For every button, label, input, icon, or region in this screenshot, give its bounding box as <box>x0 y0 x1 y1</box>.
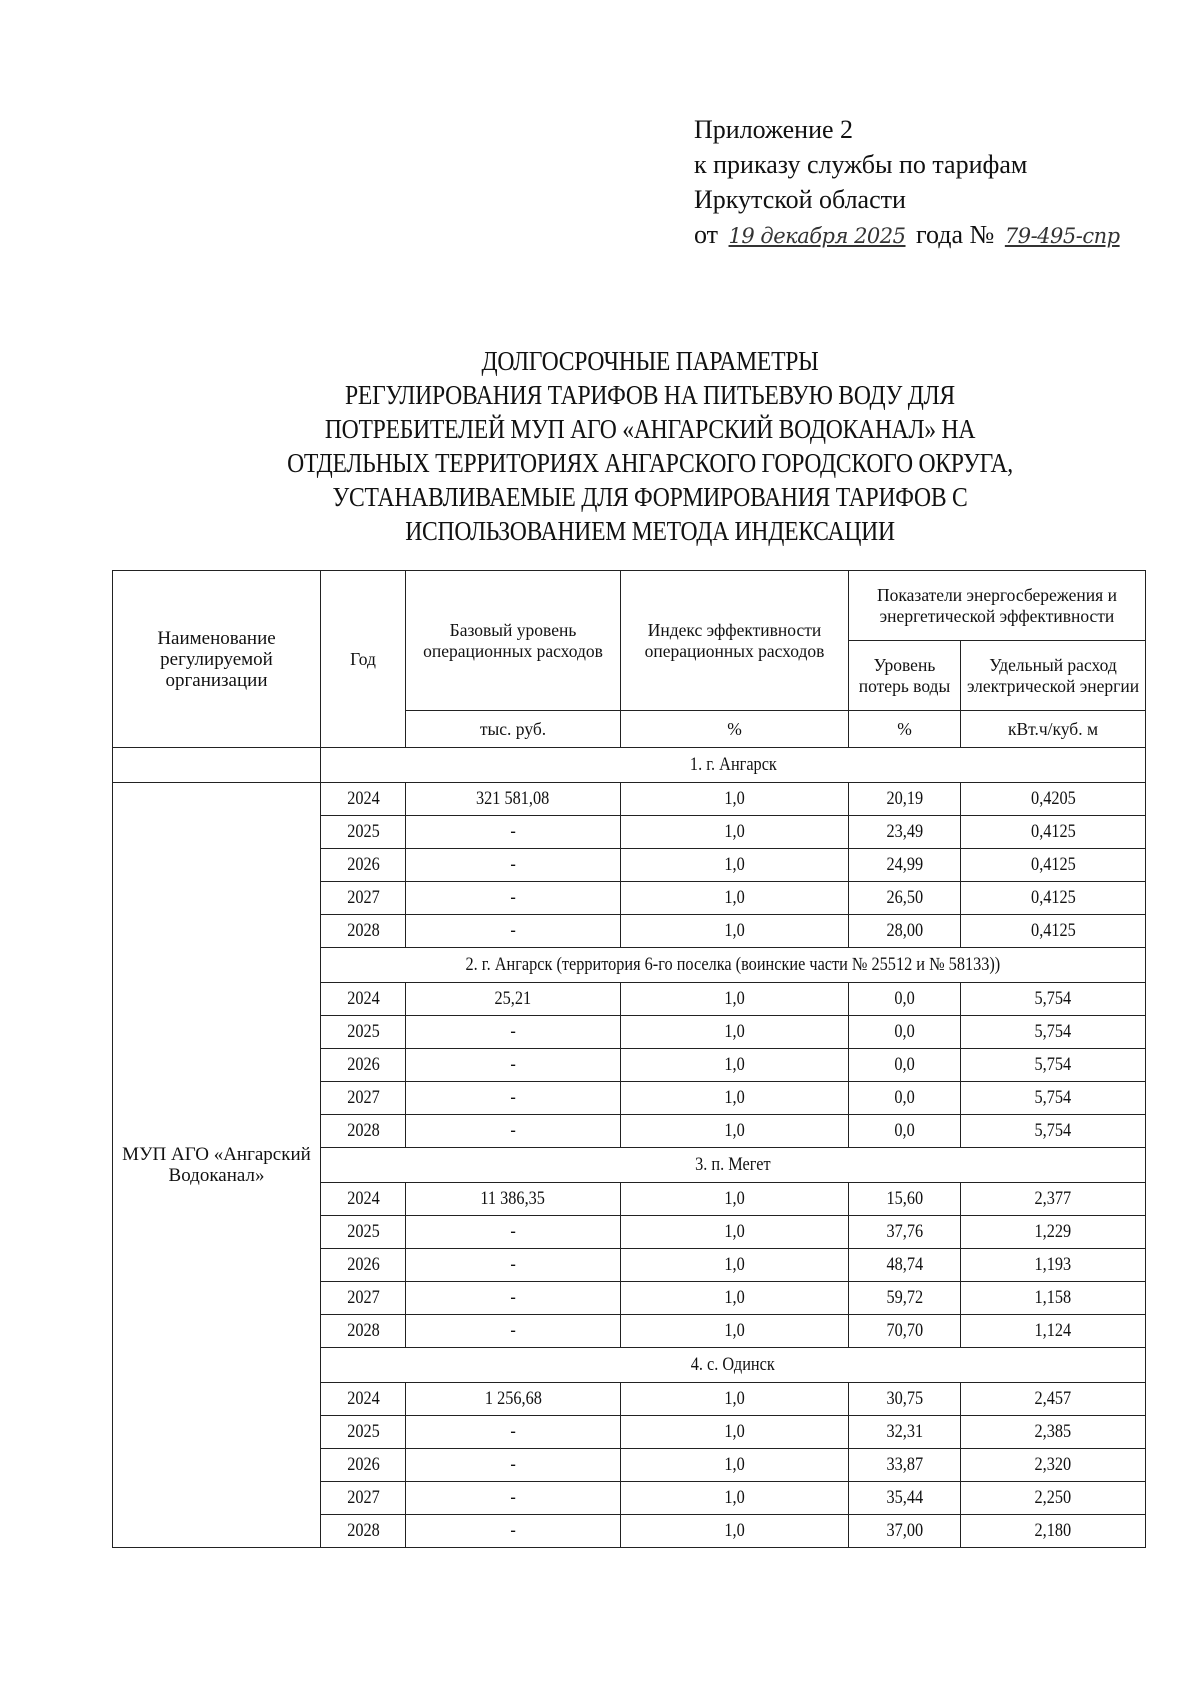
cell-index: 1,0 <box>621 1049 849 1082</box>
section-row-1 <box>113 748 1146 783</box>
cell-loss: 0,0 <box>849 1016 961 1049</box>
cell-loss: 30,75 <box>849 1383 961 1416</box>
cell-loss: 48,74 <box>849 1249 961 1282</box>
document-title <box>220 344 1080 548</box>
date-prefix: от <box>694 220 719 249</box>
header-org: Наименование регулируемой организации <box>113 571 321 748</box>
cell-index: 1,0 <box>621 1482 849 1515</box>
section-title: 1. г. Ангарск <box>321 748 1146 783</box>
cell-index: 1,0 <box>621 882 849 915</box>
unit-base: тыс. руб. <box>406 711 621 748</box>
appendix-line-4 <box>694 217 1124 254</box>
appendix-line-1: Приложение 2 <box>694 115 854 144</box>
cell-loss: 70,70 <box>849 1315 961 1348</box>
cell-elec: 5,754 <box>961 1082 1146 1115</box>
cell-index: 1,0 <box>621 1383 849 1416</box>
cell-index: 1,0 <box>621 1082 849 1115</box>
cell-year: 2024 <box>321 1383 406 1416</box>
cell-loss: 0,0 <box>849 1082 961 1115</box>
cell-index: 1,0 <box>621 1449 849 1482</box>
cell-elec: 0,4125 <box>961 915 1146 948</box>
cell-elec: 5,754 <box>961 983 1146 1016</box>
cell-base: 25,21 <box>406 983 621 1016</box>
cell-loss: 35,44 <box>849 1482 961 1515</box>
appendix-header <box>694 112 1124 254</box>
section-title: 3. п. Мегет <box>321 1148 1146 1183</box>
cell-base: - <box>406 1416 621 1449</box>
cell-loss: 0,0 <box>849 983 961 1016</box>
cell-year: 2027 <box>321 1082 406 1115</box>
cell-year: 2024 <box>321 1183 406 1216</box>
cell-base: - <box>406 1082 621 1115</box>
cell-index: 1,0 <box>621 1282 849 1315</box>
cell-year: 2025 <box>321 1216 406 1249</box>
cell-index: 1,0 <box>621 915 849 948</box>
cell-year: 2024 <box>321 983 406 1016</box>
cell-year: 2026 <box>321 1249 406 1282</box>
org-header-tail <box>113 748 321 783</box>
cell-base: - <box>406 1115 621 1148</box>
cell-loss: 37,76 <box>849 1216 961 1249</box>
appendix-line-2: к приказу службы по тарифам <box>694 150 1028 179</box>
cell-loss: 26,50 <box>849 882 961 915</box>
cell-elec: 1,193 <box>961 1249 1146 1282</box>
title-line: УСТАНАВЛИВАЕМЫЕ ДЛЯ ФОРМИРОВАНИЯ ТАРИФОВ С <box>332 481 968 512</box>
cell-elec: 0,4205 <box>961 783 1146 816</box>
cell-loss: 23,49 <box>849 816 961 849</box>
cell-base: 11 386,35 <box>406 1183 621 1216</box>
cell-loss: 15,60 <box>849 1183 961 1216</box>
cell-elec: 2,250 <box>961 1482 1146 1515</box>
cell-base: - <box>406 1249 621 1282</box>
cell-elec: 2,320 <box>961 1449 1146 1482</box>
cell-loss: 24,99 <box>849 849 961 882</box>
cell-elec: 0,4125 <box>961 816 1146 849</box>
cell-index: 1,0 <box>621 1183 849 1216</box>
cell-year: 2027 <box>321 1282 406 1315</box>
header-energy-group: Показатели энергосбережения и энергетической эффективности <box>849 571 1146 641</box>
cell-year: 2026 <box>321 1049 406 1082</box>
cell-year: 2028 <box>321 1315 406 1348</box>
cell-year: 2025 <box>321 816 406 849</box>
cell-year: 2028 <box>321 1115 406 1148</box>
header-efficiency-index: Индекс эффективности операционных расходов <box>621 571 849 711</box>
parameters-table <box>112 570 1146 1548</box>
header-electricity: Удельный расход электрической энергии <box>961 641 1146 711</box>
cell-elec: 0,4125 <box>961 882 1146 915</box>
title-line: ОТДЕЛЬНЫХ ТЕРРИТОРИЯХ АНГАРСКОГО ГОРОДСКОГО ОКРУГА, <box>287 447 1013 478</box>
cell-loss: 0,0 <box>849 1049 961 1082</box>
cell-loss: 28,00 <box>849 915 961 948</box>
cell-index: 1,0 <box>621 849 849 882</box>
cell-year: 2028 <box>321 1515 406 1548</box>
header-base-level: Базовый уровень операционных расходов <box>406 571 621 711</box>
cell-elec: 5,754 <box>961 1115 1146 1148</box>
cell-index: 1,0 <box>621 1216 849 1249</box>
cell-base: - <box>406 1016 621 1049</box>
cell-index: 1,0 <box>621 1515 849 1548</box>
cell-elec: 2,377 <box>961 1183 1146 1216</box>
cell-index: 1,0 <box>621 1016 849 1049</box>
cell-elec: 2,385 <box>961 1416 1146 1449</box>
cell-elec: 5,754 <box>961 1016 1146 1049</box>
cell-loss: 20,19 <box>849 783 961 816</box>
cell-base: - <box>406 915 621 948</box>
cell-index: 1,0 <box>621 983 849 1016</box>
cell-year: 2025 <box>321 1016 406 1049</box>
cell-year: 2027 <box>321 1482 406 1515</box>
cell-index: 1,0 <box>621 1416 849 1449</box>
cell-base: - <box>406 849 621 882</box>
cell-year: 2028 <box>321 915 406 948</box>
cell-index: 1,0 <box>621 1115 849 1148</box>
cell-loss: 59,72 <box>849 1282 961 1315</box>
cell-elec: 2,180 <box>961 1515 1146 1548</box>
organization-name: МУП АГО «Ангарский Водоканал» <box>113 783 321 1548</box>
cell-base: - <box>406 1482 621 1515</box>
cell-base: 321 581,08 <box>406 783 621 816</box>
table-row <box>113 783 1146 816</box>
cell-elec: 1,124 <box>961 1315 1146 1348</box>
cell-index: 1,0 <box>621 783 849 816</box>
cell-base: - <box>406 1449 621 1482</box>
title-line: ДОЛГОСРОЧНЫЕ ПАРАМЕТРЫ <box>481 345 819 376</box>
cell-loss: 0,0 <box>849 1115 961 1148</box>
cell-elec: 1,158 <box>961 1282 1146 1315</box>
cell-base: 1 256,68 <box>406 1383 621 1416</box>
cell-base: - <box>406 882 621 915</box>
header-water-loss: Уровень потерь воды <box>849 641 961 711</box>
cell-base: - <box>406 816 621 849</box>
appendix-line-3: Иркутской области <box>694 185 906 214</box>
title-line: ПОТРЕБИТЕЛЕЙ МУП АГО «АНГАРСКИЙ ВОДОКАНАЛ» НА <box>324 413 976 444</box>
cell-year: 2024 <box>321 783 406 816</box>
cell-loss: 37,00 <box>849 1515 961 1548</box>
cell-elec: 1,229 <box>961 1216 1146 1249</box>
cell-base: - <box>406 1049 621 1082</box>
header-year: Год <box>321 571 406 748</box>
cell-index: 1,0 <box>621 816 849 849</box>
section-title: 4. с. Одинск <box>321 1348 1146 1383</box>
cell-year: 2027 <box>321 882 406 915</box>
cell-index: 1,0 <box>621 1249 849 1282</box>
cell-index: 1,0 <box>621 1315 849 1348</box>
handwritten-date: 19 декабря 2025 <box>728 224 906 248</box>
cell-base: - <box>406 1282 621 1315</box>
cell-base: - <box>406 1515 621 1548</box>
cell-year: 2026 <box>321 849 406 882</box>
year-word: года № <box>916 220 995 249</box>
unit-elec: кВт.ч/куб. м <box>961 711 1146 748</box>
title-line: ИСПОЛЬЗОВАНИЕМ МЕТОДА ИНДЕКСАЦИИ <box>405 515 895 546</box>
unit-loss: % <box>849 711 961 748</box>
cell-elec: 0,4125 <box>961 849 1146 882</box>
cell-loss: 32,31 <box>849 1416 961 1449</box>
section-title: 2. г. Ангарск (территория 6-го поселка (воинские части № 25512 и № 58133)) <box>321 948 1146 983</box>
unit-index: % <box>621 711 849 748</box>
cell-year: 2025 <box>321 1416 406 1449</box>
cell-loss: 33,87 <box>849 1449 961 1482</box>
header-row-1 <box>113 571 1146 641</box>
cell-year: 2026 <box>321 1449 406 1482</box>
title-line: РЕГУЛИРОВАНИЯ ТАРИФОВ НА ПИТЬЕВУЮ ВОДУ ДЛЯ <box>345 379 955 410</box>
handwritten-order-number: 79-495-спр <box>1004 224 1120 248</box>
cell-base: - <box>406 1315 621 1348</box>
cell-elec: 5,754 <box>961 1049 1146 1082</box>
cell-base: - <box>406 1216 621 1249</box>
cell-elec: 2,457 <box>961 1383 1146 1416</box>
